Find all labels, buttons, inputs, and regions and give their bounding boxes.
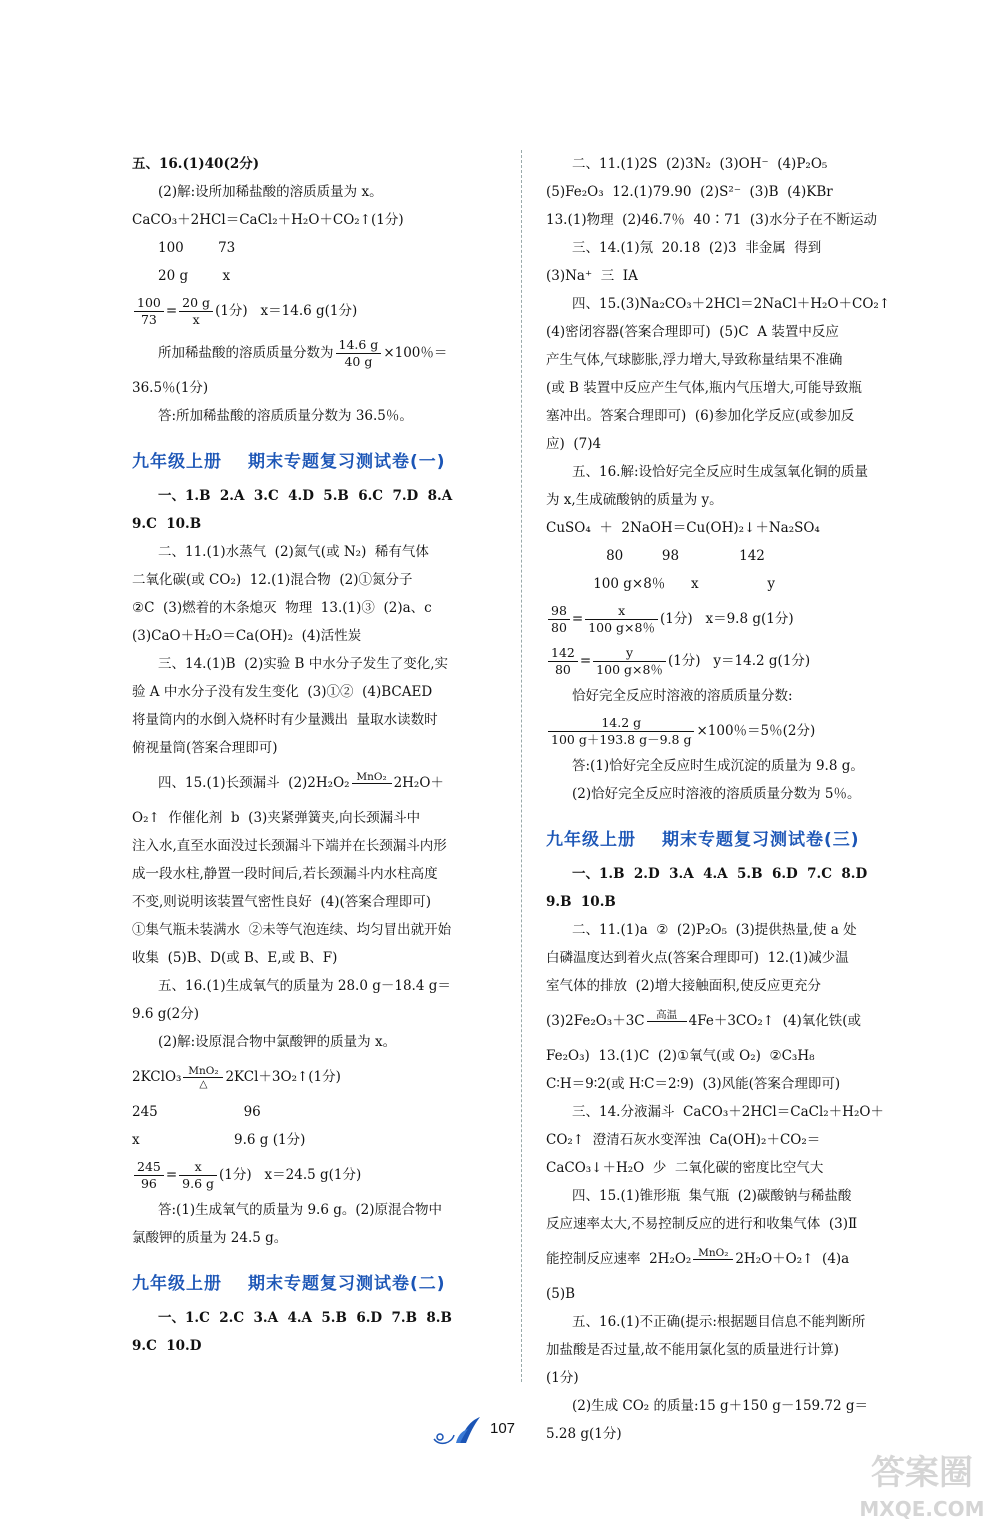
reaction-condition: MnO₂ <box>693 1247 733 1272</box>
equation-ratio-line: 100 g×8％ x y <box>546 576 775 592</box>
answer-line: (5)B <box>546 1286 576 1302</box>
answer-line: 为 x,生成硫酸钠的质量为 y。 <box>546 492 723 508</box>
right-column <box>546 150 920 1448</box>
answer-line: 13.(1)物理 (2)46.7％ 40∶71 (3)水分子在不断运动 <box>546 212 878 228</box>
answer-line: (或 B 装置中反应产生气体,瓶内气压增大,可能导致瓶 <box>546 380 862 396</box>
answer-line: 五、16.(1)40(2分) <box>132 156 260 172</box>
answer-line: 二、11.(1)水蒸气 (2)氮气(或 N₂) 稀有气体 <box>158 544 429 560</box>
answer-line: 36.5％(1分) <box>132 380 209 396</box>
answer-line: 9.B 10.B <box>546 894 616 910</box>
answer-line: 俯视量筒(答案合理即可) <box>132 740 278 756</box>
fraction-line: 所加稀盐酸的溶质质量分数为 $\frac{14.6 g}{40 g}$ ×100％＝ <box>158 337 448 369</box>
fraction: $\frac{100}{73}$ <box>134 295 164 328</box>
answer-line: (3)Na⁺ 三 ⅠA <box>546 268 638 284</box>
equation-line: CuSO₄ ＋ 2NaOH＝Cu(OH)₂↓＋Na₂SO₄ <box>546 520 820 536</box>
equation-ratio-line: 80 98 142 <box>546 548 765 564</box>
answer-line: 一、1.C 2.C 3.A 4.A 5.B 6.D 7.B 8.B <box>158 1310 452 1326</box>
answer-line: 恰好完全反应时溶液的溶质质量分数: <box>572 688 793 704</box>
watermark-title: 答案圈 <box>871 1453 973 1493</box>
answer-line: 一、1.B 2.D 3.A 4.A 5.B 6.D 7.C 8.D <box>572 866 868 882</box>
equation-ratio-line: 245 96 <box>132 1104 261 1120</box>
answer-line: CaCO₃↓＋H₂O 少 二氧化碳的密度比空气大 <box>546 1160 824 1176</box>
section-heading: 九年级上册 期末专题复习测试卷(二) <box>132 1274 446 1294</box>
answer-line: (3)CaO＋H₂O＝Ca(OH)₂ (4)活性炭 <box>132 628 362 644</box>
answer-line: 成一段水柱,静置一段时间后,若长颈漏斗内水柱高度 <box>132 866 438 882</box>
answer-line: 加盐酸是否过量,故不能用氯化氢的质量进行计算) <box>546 1342 840 1358</box>
fraction: $\frac{14.6 g}{40 g}$ <box>336 337 382 370</box>
answer-line: (1分) <box>546 1370 579 1386</box>
column-divider <box>521 150 522 1382</box>
fraction-line: $\frac{98}{80}$ = $\frac{x}{100 g\times 8\%}$ (1分) x＝9.8 g(1分) <box>546 598 920 640</box>
answer-line: 白磷温度达到着火点(答案合理即可) 12.(1)减少温 <box>546 950 849 966</box>
answer-line: 五、16.(1)生成氧气的质量为 28.0 g－18.4 g＝ <box>158 978 451 994</box>
fraction: $\frac{14.2 g}{100 g+193.8 g-9.8 g}$ <box>548 715 694 748</box>
answer-line: 三、14.(1)B (2)实验 B 中水分子发生了变化,实 <box>158 656 449 672</box>
answer-line: 9.C 10.D <box>132 1338 202 1354</box>
answer-line: 收集 (5)B、D(或 B、E,或 B、F) <box>132 950 338 966</box>
equation-line: 四、15.(3)Na₂CO₃＋2HCl＝2NaCl＋H₂O＋CO₂↑ <box>572 296 891 312</box>
answer-line: ②C (3)燃着的木条熄灭 物理 13.(1)③ (2)a、c <box>132 600 432 616</box>
page-ornament-icon <box>430 1413 486 1447</box>
answer-line: O₂↑ 作催化剂 b (3)夹紧弹簧夹,向长颈漏斗中 <box>132 810 421 826</box>
answer-line: (5)Fe₂O₃ 12.(1)79.90 (2)S²⁻ (3)B (4)KBr <box>546 184 833 200</box>
fraction: $\frac{x}{100 g\times 8\%}$ <box>585 603 658 636</box>
fraction: $\frac{x}{9.6 g}$ <box>179 1159 217 1192</box>
answer-line: 将量筒内的水倒入烧杯时有少量溅出 量取水读数时 <box>132 712 438 728</box>
answer-line: 一、1.B 2.A 3.C 4.D 5.B 6.C 7.D 8.A <box>158 488 453 504</box>
answer-line: 答:(1)恰好完全反应时生成沉淀的质量为 9.8 g。 <box>572 758 864 774</box>
fraction: $\frac{y}{100 g\times 8\%}$ <box>593 645 666 678</box>
answer-line: 氯酸钾的质量为 24.5 g。 <box>132 1230 288 1246</box>
section-heading: 九年级上册 期末专题复习测试卷(三) <box>546 830 860 850</box>
answer-line: 二、11.(1)a ② (2)P₂O₅ (3)提供热量,使 a 处 <box>572 922 857 938</box>
page-number: 107 <box>490 1420 516 1437</box>
fraction: $\frac{98}{80}$ <box>548 603 570 636</box>
answer-line: 验 A 中水分子没有发生变化 (3)①② (4)BCAED <box>132 684 433 700</box>
watermark-url: MXQE.COM <box>859 1497 985 1521</box>
answer-line: 五、16.解:设恰好完全反应时生成氢氧化铜的质量 <box>572 464 869 480</box>
answer-line: C∶H＝9∶2(或 H∶C＝2∶9) (3)风能(答案合理即可) <box>546 1076 841 1092</box>
equation-line: CaCO₃＋2HCl＝CaCl₂＋H₂O＋CO₂↑(1分) <box>132 212 404 228</box>
fraction: $\frac{245}{96}$ <box>134 1159 164 1192</box>
answer-line: 5.28 g(1分) <box>546 1426 622 1442</box>
answer-line: 三、14.分液漏斗 CaCO₃＋2HCl＝CaCl₂＋H₂O＋ <box>572 1104 884 1120</box>
reaction-condition: MnO₂ <box>352 771 392 796</box>
answer-line: 答:(1)生成氧气的质量为 9.6 g。(2)原混合物中 <box>158 1202 442 1218</box>
equation-ratio-line: 20 g x <box>158 268 231 284</box>
answer-line: (2)解:设所加稀盐酸的溶质质量为 x。 <box>158 184 383 200</box>
fraction-line: $\frac{142}{80}$ = $\frac{y}{100 g\times 8\%}$ (1分) y＝14.2 g(1分) <box>546 640 920 682</box>
fraction: $\frac{142}{80}$ <box>548 645 578 678</box>
answer-line: 不变,则说明该装置气密性良好 (4)(答案合理即可) <box>132 894 432 910</box>
answer-line: 塞冲出。答案合理即可) (6)参加化学反应(或参加反 <box>546 408 855 424</box>
answer-line: 9.C 10.B <box>132 516 202 532</box>
fraction: $\frac{20 g}{x}$ <box>179 295 213 328</box>
equation-ratio-line: x 9.6 g (1分) <box>132 1132 306 1148</box>
answer-line: (2)解:设原混合物中氯酸钾的质量为 x。 <box>158 1034 397 1050</box>
fraction-line: $\frac{14.2 g}{100 g+193.8 g-9.8 g}$ ×100％＝5％(2分) <box>546 710 920 752</box>
section-heading: 九年级上册 期末专题复习测试卷(一) <box>132 452 446 472</box>
left-column <box>132 150 504 1360</box>
answer-line: 四、15.(1)锥形瓶 集气瓶 (2)碳酸钠与稀盐酸 <box>572 1188 852 1204</box>
answer-line: (2)生成 CO₂ 的质量:15 g＋150 g－159.72 g＝ <box>572 1398 869 1414</box>
equation-line: (3)2Fe₂O₃＋3C 高温 4Fe＋3CO₂↑ (4)氧化铁(或 <box>546 1000 920 1042</box>
reaction-condition: MnO₂ △ <box>183 1065 223 1090</box>
equation-line: 四、15.(1)长颈漏斗 (2)2H₂O₂ MnO₂ 2H₂O＋ <box>132 762 504 804</box>
answer-line: 答:所加稀盐酸的溶质质量分数为 36.5％。 <box>158 408 413 424</box>
answer-line: 室气体的排放 (2)增大接触面积,使反应更充分 <box>546 978 821 994</box>
answer-line: 产生气体,气球膨胀,浮力增大,导致称量结果不准确 <box>546 352 843 368</box>
answer-line: ①集气瓶未装满水 ②未等气泡连续、均匀冒出就开始 <box>132 922 452 938</box>
reaction-condition: 高温 <box>647 1009 687 1034</box>
equation-line: 能控制反应速率 2H₂O₂ MnO₂ 2H₂O＋O₂↑ (4)a <box>546 1238 920 1280</box>
fraction-line: $\frac{100}{73}$ = $\frac{20 g}{x}$ (1分) x＝14.6 g(1分) <box>132 290 504 332</box>
answer-line: (4)密闭容器(答案合理即可) (5)C A 装置中反应 <box>546 324 839 340</box>
answer-line: 反应速率太大,不易控制反应的进行和收集气体 (3)Ⅱ <box>546 1216 858 1232</box>
fraction-line: $\frac{245}{96}$ = $\frac{x}{9.6 g}$ (1分) x＝24.5 g(1分) <box>132 1154 504 1196</box>
answer-line: CO₂↑ 澄清石灰水变浑浊 Ca(OH)₂＋CO₂＝ <box>546 1132 821 1148</box>
answer-line: 二氧化碳(或 CO₂) 12.(1)混合物 (2)①氮分子 <box>132 572 413 588</box>
equation-line: 2KClO₃ MnO₂ △ 2KCl＋3O₂↑(1分) <box>132 1065 341 1090</box>
answer-line: Fe₂O₃) 13.(1)C (2)①氧气(或 O₂) ②C₃H₈ <box>546 1048 815 1064</box>
answer-line: (2)恰好完全反应时溶液的溶质质量分数为 5％。 <box>572 786 861 802</box>
answer-line: 五、16.(1)不正确(提示:根据题目信息不能判断所 <box>572 1314 866 1330</box>
answer-line: 二、11.(1)2S (2)3N₂ (3)OH⁻ (4)P₂O₅ <box>572 156 828 172</box>
answer-line: 应) (7)4 <box>546 436 602 452</box>
answer-line: 三、14.(1)氖 20.18 (2)3 非金属 得到 <box>572 240 822 256</box>
equation-ratio-line: 100 73 <box>158 240 236 256</box>
answer-line: 注入水,直至水面没过长颈漏斗下端并在长颈漏斗内形 <box>132 838 447 854</box>
watermark <box>852 1440 992 1524</box>
answer-line: 9.6 g(2分) <box>132 1006 200 1022</box>
